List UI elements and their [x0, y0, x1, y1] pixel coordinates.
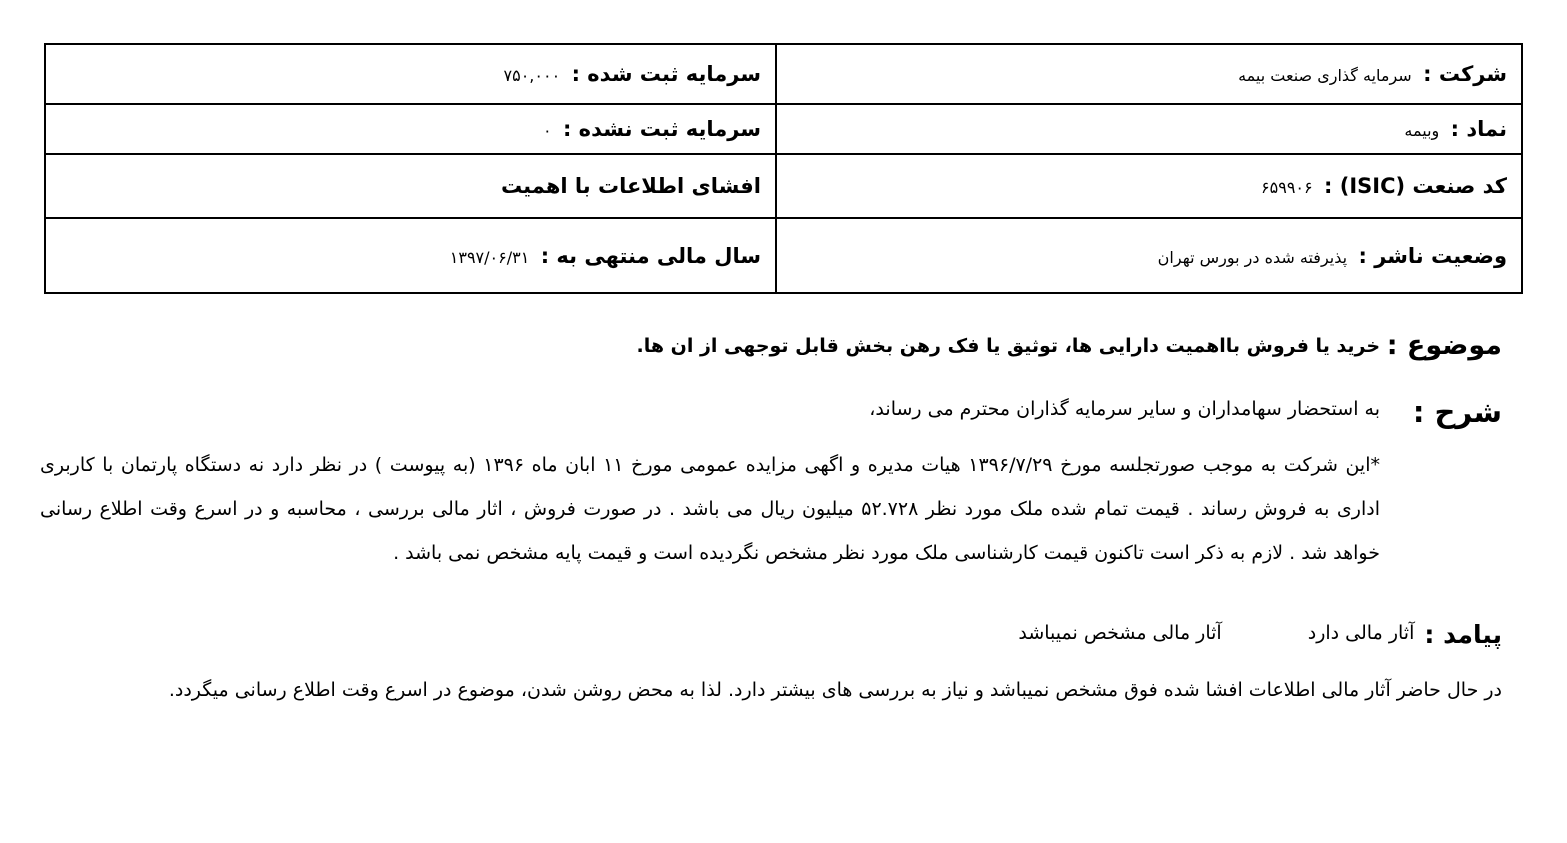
info-row — [45, 154, 1522, 219]
report-type: افشای اطلاعات با اهمیت — [500, 174, 761, 199]
info-row — [45, 218, 1522, 293]
symbol-value: وبیمه — [1404, 121, 1440, 141]
subject-section — [62, 330, 1502, 361]
unregistered-capital-label: سرمایه ثبت نشده : — [562, 117, 761, 142]
outcome-option-financial-effect: آثار مالی دارد — [1307, 622, 1415, 644]
symbol-cell — [776, 104, 1522, 153]
issuer-status-cell — [776, 218, 1522, 293]
description-label: شرح : — [1412, 395, 1502, 429]
company-cell — [776, 44, 1522, 104]
company-info-table — [44, 43, 1523, 294]
company-value: سرمایه گذاری صنعت بیمه — [1238, 66, 1412, 86]
outcome-section — [62, 620, 1502, 649]
outcome-option-undetermined: آثار مالی مشخص نمیباشد — [1018, 622, 1222, 644]
isic-value: ۶۵۹۹۰۶ — [1261, 178, 1313, 198]
issuer-status-value: پذیرفته شده در بورس تهران — [1157, 247, 1348, 267]
outcome-note: در حال حاضر آثار مالی اطلاعات افشا شده فوق مشخص نمیباشد و نیاز به بررسی های بیشتر دارد. لذا به محض روشن شدن، موضوع در اسرع وقت اطلاع رسانی میگردد. — [168, 679, 1502, 701]
info-row — [45, 104, 1522, 153]
isic-label: کد صنعت (ISIC) : — [1324, 174, 1507, 199]
registered-capital-value: ۷۵۰,۰۰۰ — [503, 66, 561, 86]
symbol-label: نماد : — [1450, 117, 1507, 142]
isic-cell — [776, 154, 1522, 219]
registered-capital-label: سرمایه ثبت شده : — [571, 62, 761, 87]
outcome-label: پیامد : — [1424, 620, 1502, 649]
subject-text: خرید یا فروش بااهمیت دارایی ها، توثیق یا فک رهن بخش قابل توجهی از ان ها. — [636, 335, 1381, 357]
report-type-cell — [45, 154, 776, 219]
subject-label: موضوع : — [1386, 330, 1502, 361]
unregistered-capital-value: ۰ — [542, 121, 552, 141]
unregistered-capital-cell — [45, 104, 776, 153]
fiscal-year-cell — [45, 218, 776, 293]
fiscal-year-label: سال مالی منتهی به : — [540, 243, 761, 268]
issuer-status-label: وضعیت ناشر : — [1358, 243, 1507, 268]
registered-capital-cell — [45, 44, 776, 104]
info-row — [45, 44, 1522, 104]
fiscal-year-value: ۱۳۹۷/۰۶/۳۱ — [449, 247, 530, 267]
description-intro: به استحضار سهامداران و سایر سرمایه گذاران محترم می رساند، — [869, 398, 1380, 420]
company-label: شرکت : — [1423, 62, 1507, 87]
description-paragraph: *این شرکت به موجب صورتجلسه مورخ ۱۳۹۶/۷/۲۹ هیات مدیره و اگهی مزایده عمومی مورخ ۱۱ ابان ماه ۱۳۹۶ (به پیوست ) در نظر دارد نه دستگاه پارتمان با کاربری اداری به فروش رساند . قیمت تمام شده ملک مورد نظر ۵۲.۷۲۸ میلیون ریال می باشد . در صورت فروش ، اثار مالی بررسی ، محاسبه و در اسرع وقت اطلاع رسانی خواهد شد . لازم به ذکر است تاکنون قیمت کارشناسی ملک مورد نظر مشخص نگردیده است و قیمت پایه مشخص نمی باشد . — [40, 454, 1381, 564]
